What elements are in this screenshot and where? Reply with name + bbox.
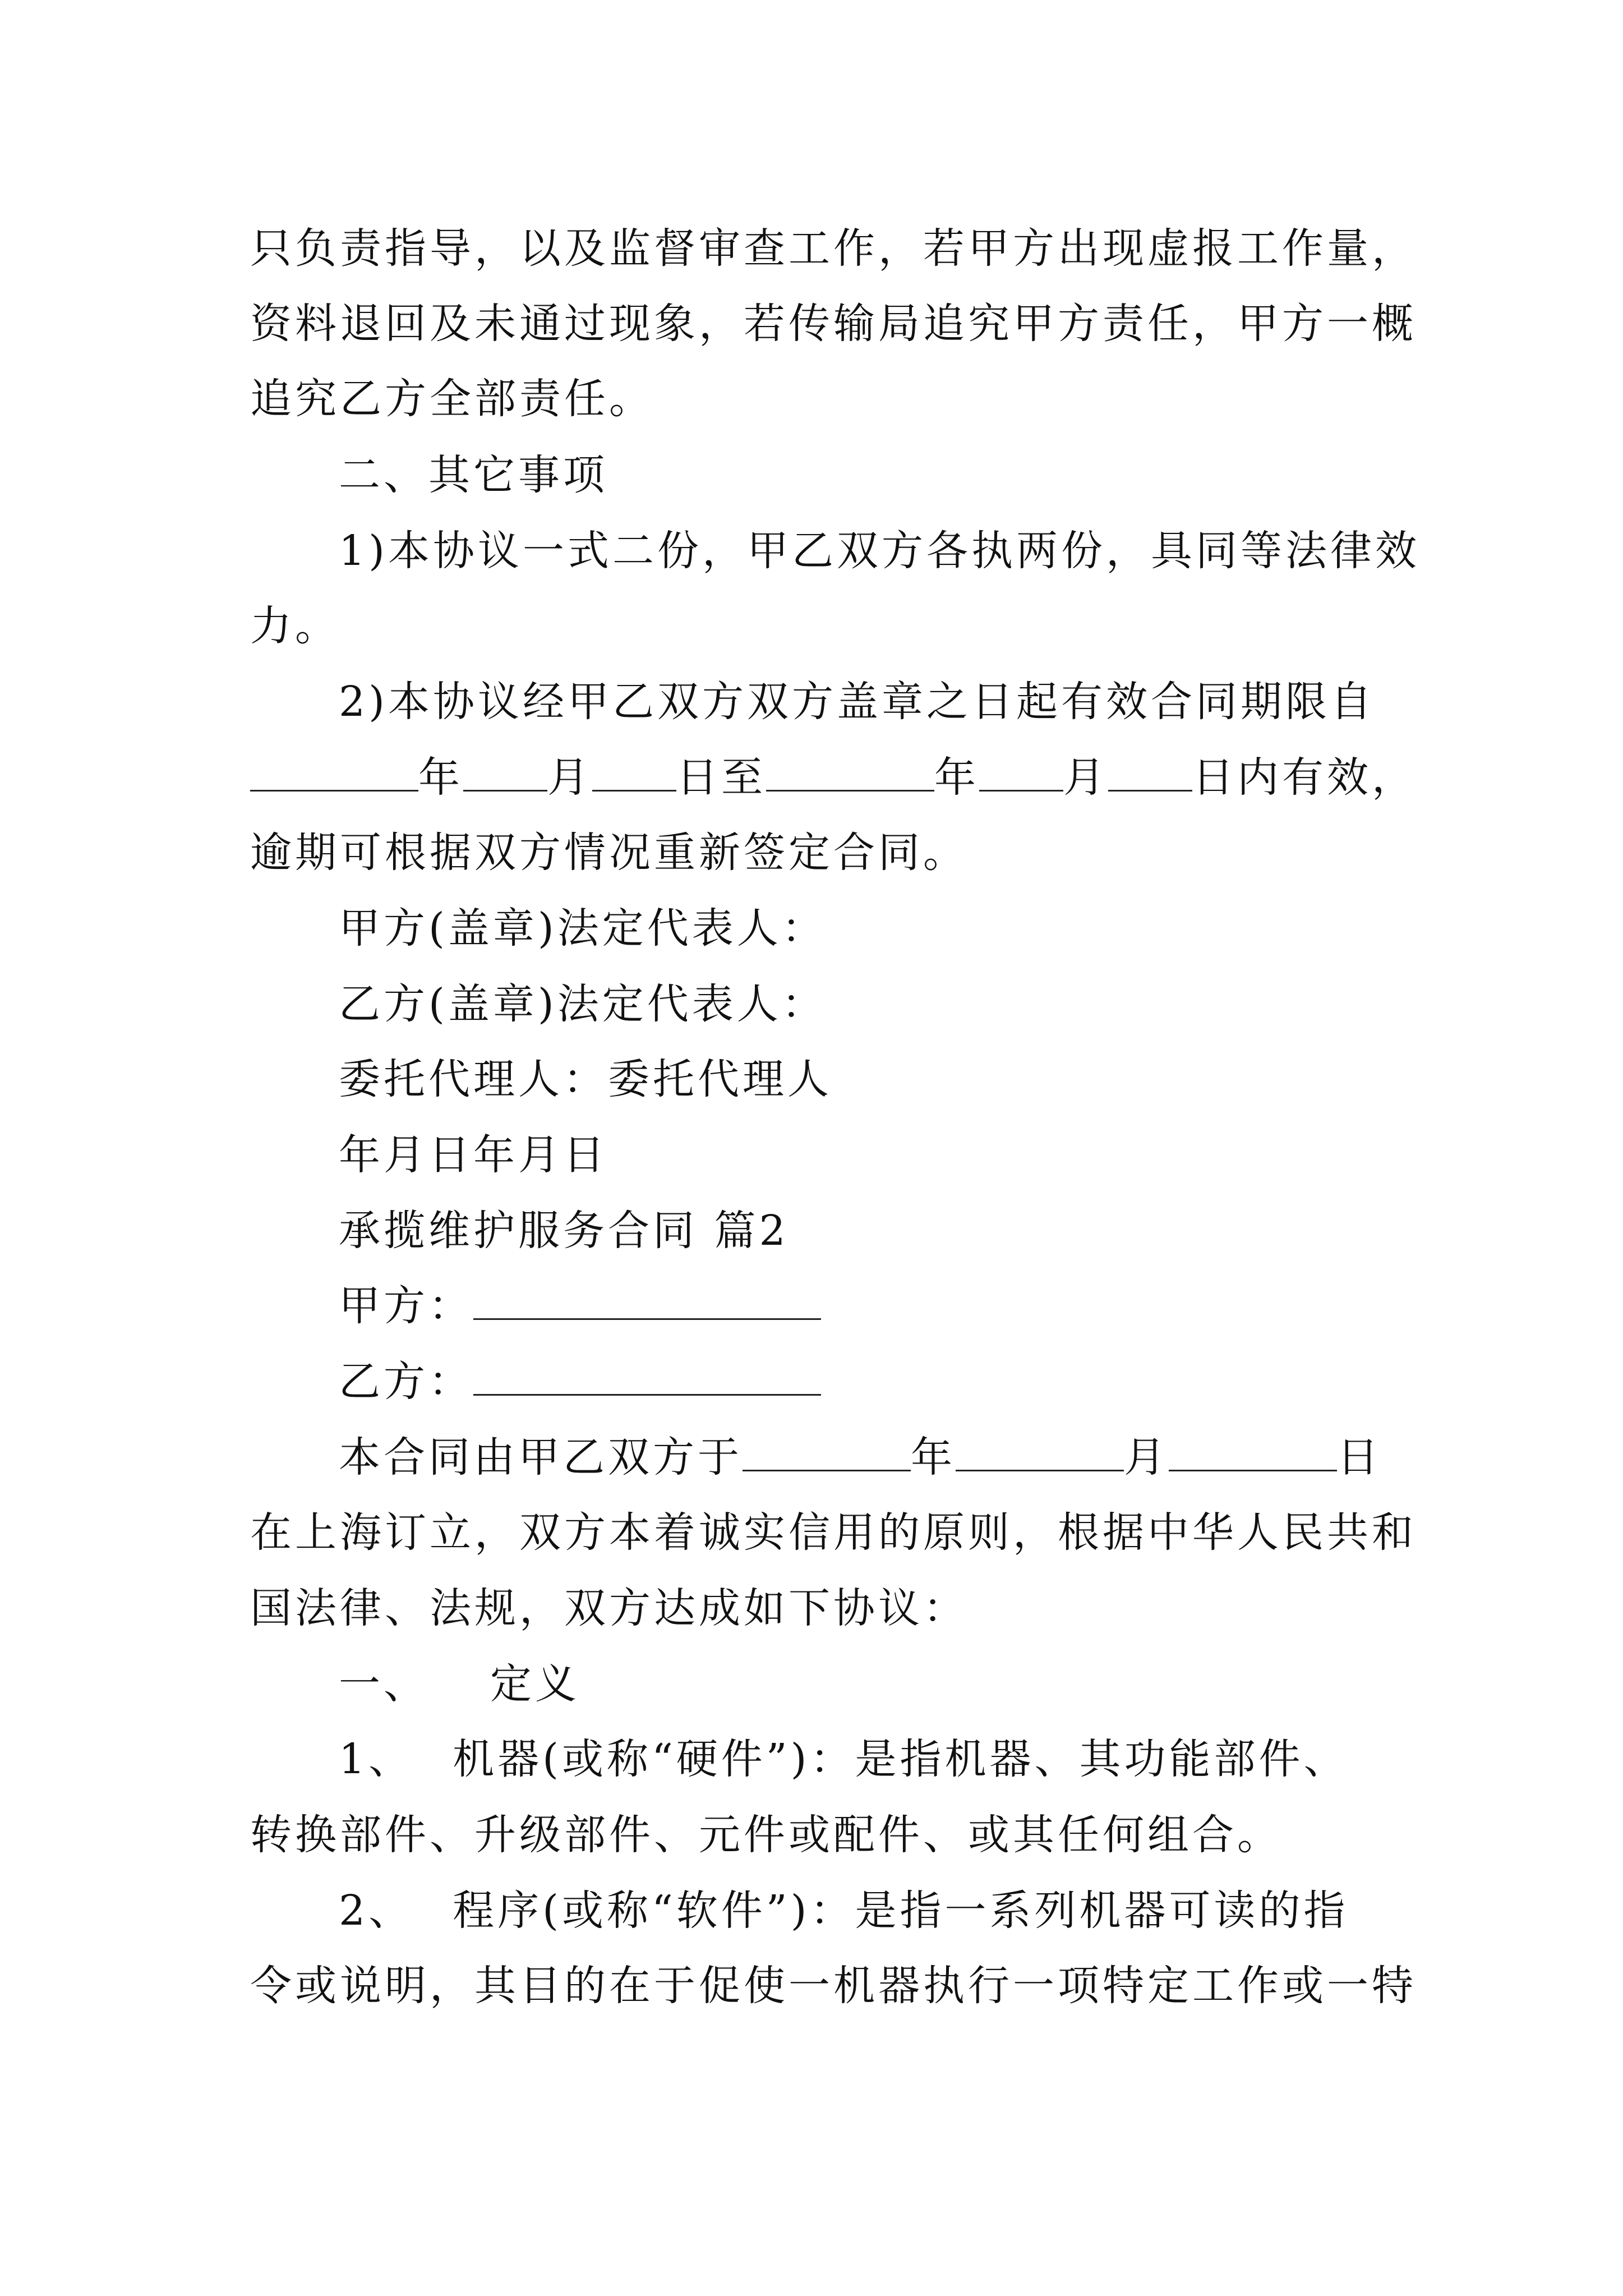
month-label: 月	[547, 753, 592, 802]
signature-line-b: 乙方(盖章)法定代表人：	[339, 980, 827, 1028]
day-label: 日至	[676, 753, 766, 802]
year-blank	[766, 754, 934, 792]
item-number: 1、	[339, 1735, 414, 1783]
section-number: 一、	[339, 1660, 428, 1708]
party-a-blank	[473, 1282, 821, 1320]
text-line: 力。	[250, 602, 340, 650]
party-b-line	[339, 1354, 821, 1410]
signature-line-a: 甲方(盖章)法定代表人：	[339, 904, 827, 953]
text-line: 追究乙方全部责任。	[250, 375, 654, 423]
text-line: 资料退回及未通过现象，若传输局追究甲方责任，甲方一概	[250, 300, 1417, 348]
text-line: 在上海订立，双方本着诚实信用的原则，根据中华人民共和	[250, 1508, 1417, 1557]
date-range-line	[250, 749, 1417, 806]
day-blank	[1108, 754, 1192, 792]
text-line: 只负责指导，以及监督审查工作，若甲方出现虚报工作量，	[250, 224, 1417, 273]
text-line: 令或说明，其目的在于促使一机器执行一项特定工作或一特	[250, 1962, 1417, 2010]
party-b-label: 乙方：	[339, 1358, 473, 1406]
month-blank	[956, 1434, 1124, 1471]
year-label: 年	[418, 753, 463, 802]
agent-line: 委托代理人：委托代理人	[339, 1055, 832, 1103]
item-2-line	[339, 1883, 1349, 1939]
item-1-line	[339, 1731, 1349, 1787]
party-a-line	[339, 1278, 821, 1334]
text-line: 国法律、法规，双方达成如下协议：	[250, 1584, 968, 1632]
year-blank	[743, 1434, 911, 1471]
text-line: 转换部件、升级部件、元件或配件、或其任何组合。	[250, 1811, 1282, 1859]
month-blank	[979, 754, 1063, 792]
month-label: 月	[1124, 1433, 1169, 1481]
day-label: 日内有效，	[1192, 753, 1417, 802]
day-label: 日	[1337, 1433, 1382, 1481]
contract-title: 承揽维护服务合同 篇2	[339, 1207, 789, 1255]
year-label: 年	[934, 753, 979, 802]
party-b-blank	[473, 1358, 821, 1396]
day-blank	[592, 754, 676, 792]
text-line: 2)本协议经甲乙双方双方盖章之日起有效合同期限自	[339, 678, 1375, 726]
month-blank	[463, 754, 547, 792]
date-line: 年月日年月日	[339, 1131, 608, 1179]
text-line: 1)本协议一式二份，甲乙双方各执两份，具同等法律效	[339, 527, 1420, 575]
item-number: 2、	[339, 1887, 414, 1935]
item-text: 程序(或称“软件”)：是指一系列机器可读的指	[453, 1887, 1349, 1935]
section-title: 定义	[490, 1660, 580, 1708]
section-heading: 二、其它事项	[339, 451, 608, 499]
contract-date-line	[339, 1429, 1382, 1485]
month-label: 月	[1063, 753, 1108, 802]
contract-intro: 本合同由甲乙双方于	[339, 1433, 743, 1481]
year-blank	[250, 754, 418, 792]
text-line: 逾期可根据双方情况重新签定合同。	[250, 829, 968, 877]
day-blank	[1169, 1434, 1337, 1471]
item-text: 机器(或称“硬件”)：是指机器、其功能部件、	[453, 1735, 1349, 1783]
party-a-label: 甲方：	[339, 1282, 473, 1330]
section-one-heading	[339, 1656, 580, 1712]
year-label: 年	[911, 1433, 956, 1481]
